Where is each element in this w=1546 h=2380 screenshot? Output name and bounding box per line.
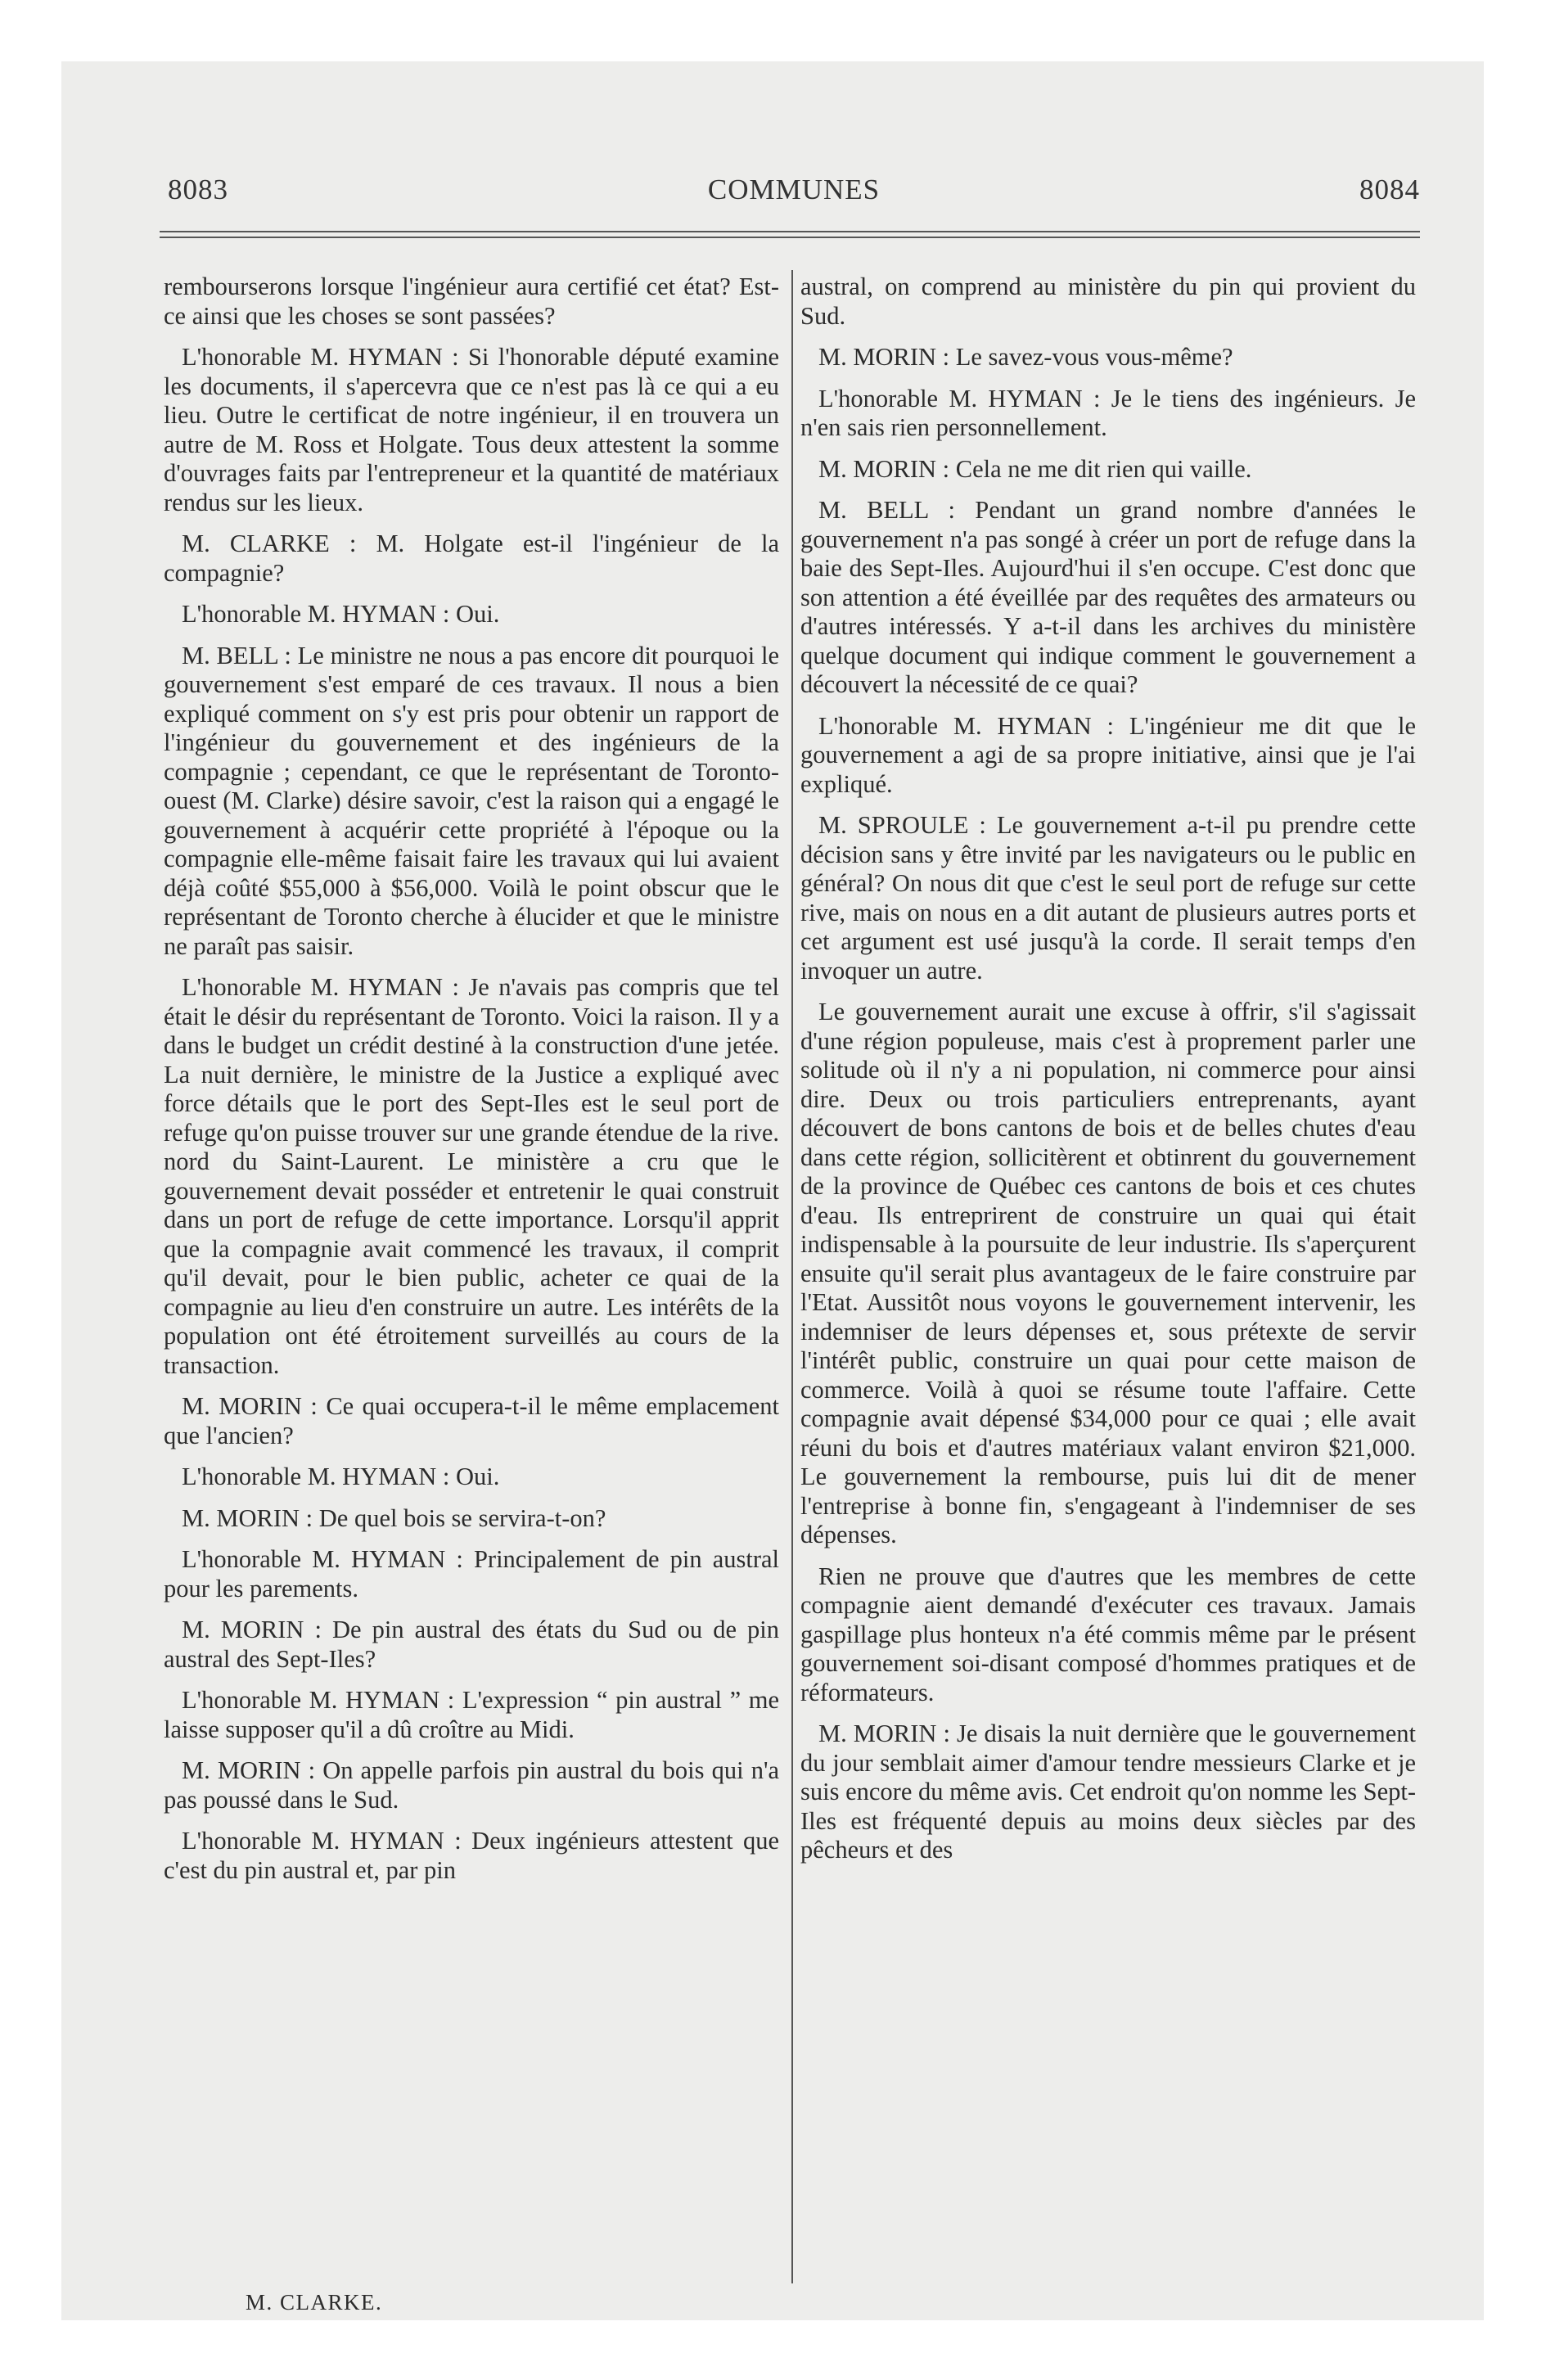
speaker: L'honorable M. HYMAN : <box>818 711 1115 740</box>
speaker: L'honorable M. HYMAN : <box>182 973 459 1001</box>
paragraph-text: rembourserons lorsque l'ingénieur aura certifié cet état? Est-ce ainsi que les choses se sont passées? <box>164 273 779 330</box>
speaker: M. CLARKE : <box>182 530 357 557</box>
paragraph <box>164 973 779 1380</box>
paragraph <box>164 1616 779 1674</box>
paragraph-text: De quel bois se servira-t-on? <box>318 1503 606 1532</box>
paragraph-text: Pendant un grand nombre d'années le gouvernement n'a pas songé à créer un port de refuge dans la baie des Sept-Iles. Aujourd'hui il s'en occupe. C'est donc que son attention a été éveillée par des requêtes des armateurs ou d'autres intéressés. Y a-t-il dans les archives du ministère quelque document qui indique comment le gouvernement a découvert la nécessité de ce quai? <box>800 496 1416 698</box>
paragraph <box>800 712 1416 800</box>
speaker: L'honorable M. HYMAN : <box>182 1545 463 1573</box>
paragraph <box>800 343 1416 372</box>
paragraph-text: On appelle parfois pin austral du bois qui n'a pas poussé dans le Sud. <box>164 1756 779 1814</box>
paragraph <box>164 1756 779 1814</box>
paragraph <box>800 496 1416 700</box>
paragraph <box>800 1562 1416 1708</box>
speaker: L'honorable M. HYMAN : <box>182 343 459 371</box>
paragraph-text: Deux ingénieurs attestent que c'est du pin austral et, par pin <box>164 1827 780 1884</box>
paragraph <box>164 600 779 629</box>
paragraph-text: Si l'honorable député examine les documents, il s'apercevra que ce n'est pas là ce qui a eu lieu. Outre le certificat de notre ingénieur, il en trouvera un autre de M. Ross et Holgate. Tous deux attestent la somme d'ouvrages faits par l'entrepreneur et la quantité de matériaux rendus sur les lieux. <box>164 343 779 516</box>
page-number-right: 8084 <box>1359 174 1420 205</box>
header-rule <box>160 231 1420 232</box>
speaker: L'honorable M. HYMAN : <box>182 1463 450 1490</box>
speaker: M. MORIN : <box>182 1503 313 1532</box>
paragraph <box>164 530 779 588</box>
header-rule-double <box>160 237 1420 238</box>
right-column <box>800 273 1416 1877</box>
paragraph-text: austral, on comprend au ministère du pin qui provient du Sud. <box>800 273 1416 330</box>
paragraph <box>800 1720 1416 1865</box>
speaker: L'honorable M. HYMAN : <box>182 1827 462 1855</box>
paragraph-text: Principalement de pin austral pour les parements. <box>164 1545 779 1602</box>
paragraph <box>800 998 1416 1550</box>
page-header <box>168 174 1420 214</box>
paragraph-text: Le savez-vous vous-même? <box>955 343 1233 371</box>
speaker: L'honorable M. HYMAN : <box>818 384 1101 412</box>
paragraph <box>164 343 779 517</box>
paragraph-text: Le ministre ne nous a pas encore dit pourquoi le gouvernement s'est emparé de ces travaux. Il nous a bien expliqué comment on s'y est pris pour obtenir un rapport de l'ingénieur du gouvernement et des ingénieurs de la compagnie ; cependant, ce que le représentant de Toronto-ouest (M. Clarke) désire savoir, c'est la raison qui a engagé le gouvernement à acquérir cette propriété à l'époque ou la compagnie elle-même faisait faire les travaux qui lui avaient déjà coûté $55,000 à $56,000. Voilà le point obscur que le représentant de Toronto cherche à élucider et que le ministre ne paraît pas saisir. <box>164 641 780 960</box>
left-column <box>164 273 779 1897</box>
running-title: COMMUNES <box>707 174 881 205</box>
paragraph <box>164 1827 779 1885</box>
paragraph-text: L'ingénieur me dit que le gouvernement a agi de sa propre initiative, ainsi que je l'ai expliqué. <box>800 711 1416 798</box>
paragraph-text: Je disais la nuit dernière que le gouvernement du jour semblait aimer d'amour tendre messieurs Clarke et je suis encore du même avis. Cet endroit qu'on nomme les Sept-Iles est fréquenté depuis au moins deux siècles par des pêcheurs et des <box>800 1720 1417 1864</box>
speaker: L'honorable M. HYMAN : <box>182 1686 455 1714</box>
paragraph <box>164 1463 779 1492</box>
page-number-left: 8083 <box>168 174 228 205</box>
speaker: L'honorable M. HYMAN : <box>182 600 450 628</box>
paragraph-text: Le gouvernement a-t-il pu prendre cette décision sans y être invité par les navigateurs ou le public en général? On nous dit que c'est le seul port de refuge sur cette rive, mais on nous en a dit autant de plusieurs autres ports et cet argument est usé jusqu'à la corde. Il serait temps d'en invoquer un autre. <box>800 811 1416 985</box>
paragraph-text: Ce quai occupera-t-il le même emplacement que l'ancien? <box>164 1392 780 1449</box>
paragraph-text: Cela ne me dit rien qui vaille. <box>955 454 1252 483</box>
speaker: M. MORIN : <box>818 1720 950 1747</box>
paragraph <box>164 1545 779 1603</box>
speaker: M. MORIN : <box>182 1392 318 1420</box>
paragraph-text: Je n'avais pas compris que tel était le désir du représentant de Toronto. Voici la raison. Il y a dans le budget un crédit destiné à la construction d'une jetée. La nuit dernière, le ministre de la Justice a expliqué avec force détails que le port des Sept-Iles est le seul port de refuge qu'on puisse trouver sur une grande étendue de la rive. nord du Saint-Laurent. Le ministère a cru que le gouvernement devait posséder et entretenir le quai construit dans un port de refuge de cette importance. Lorsqu'il apprit que la compagnie avait commencé les travaux, il comprit qu'il devait, pour le bien public, acheter ce quai de la compagnie au lieu d'en construire un autre. Les intérêts de la population ont été étroitement surveillés au cours de la transaction. <box>164 973 780 1379</box>
paragraph <box>164 1686 779 1744</box>
paragraph <box>800 455 1416 485</box>
speaker: M. MORIN : <box>818 343 950 371</box>
speaker: M. MORIN : <box>182 1616 322 1643</box>
paragraph-text: Oui. <box>456 600 500 628</box>
paragraph <box>800 273 1416 331</box>
paragraph-text: Je le tiens des ingénieurs. Je n'en sais rien personnellement. <box>800 384 1417 441</box>
speaker: M. SPROULE : <box>818 811 986 839</box>
paragraph-text: Le gouvernement aurait une excuse à offrir, s'il s'agissait d'une région populeuse, mais c'est à proprement parler une solitude où il n'y a ni population, ni commerce pour ainsi dire. Deux ou trois particuliers entreprenants, ayant découvert de bons cantons de bois et de belles chutes d'eau dans cette région, sollicitèrent et obtinrent du gouvernement de la province de Québec ces cantons de bois et ces chutes d'eau. Ils entreprirent de construire un quai qui était indispensable à la poursuite de leur industrie. Ils s'aperçurent ensuite qu'il serait plus avantageux de le faire construire par l'Etat. Aussitôt nous voyons le gouvernement intervenir, les indemniser de leurs dépenses et, sous prétexte de servir l'intérêt public, construire un quai pour cette maison de commerce. Voilà à quoi se résume toute l'affaire. Cette compagnie avait dépensé $34,000 pour ce quai ; elle avait réuni du bois et d'autres matériaux valant environ $21,000. Le gouvernement la rembourse, puis lui dit de mener l'entreprise à bonne fin, s'engageant à l'indemniser de ses dépenses. <box>800 998 1416 1548</box>
paragraph <box>164 1504 779 1534</box>
column-divider <box>791 270 793 2283</box>
speaker: M. BELL : <box>182 641 291 669</box>
paragraph <box>164 273 779 331</box>
catchword: M. CLARKE. <box>246 2290 383 2315</box>
paragraph-text: Oui. <box>456 1463 500 1490</box>
paragraph-text: Rien ne prouve que d'autres que les membres de cette compagnie aient demandé d'exécuter ces travaux. Jamais gaspillage plus honteux n'a été commis même par le présent gouvernement soi-disant composé d'hommes pratiques et de réformateurs. <box>800 1562 1416 1706</box>
paragraph <box>164 642 779 962</box>
paragraph <box>800 811 1416 985</box>
paragraph-text: L'expression “ pin austral ” me laisse supposer qu'il a dû croître au Midi. <box>164 1686 780 1743</box>
speaker: M. BELL : <box>818 496 955 524</box>
speaker: M. MORIN : <box>182 1756 316 1784</box>
paragraph-text: M. Holgate est-il l'ingénieur de la compagnie? <box>164 530 780 587</box>
paragraph <box>800 385 1416 443</box>
paragraph-text: De pin austral des états du Sud ou de pin austral des Sept-Iles? <box>164 1616 780 1673</box>
speaker: M. MORIN : <box>818 454 950 483</box>
paragraph <box>164 1392 779 1450</box>
